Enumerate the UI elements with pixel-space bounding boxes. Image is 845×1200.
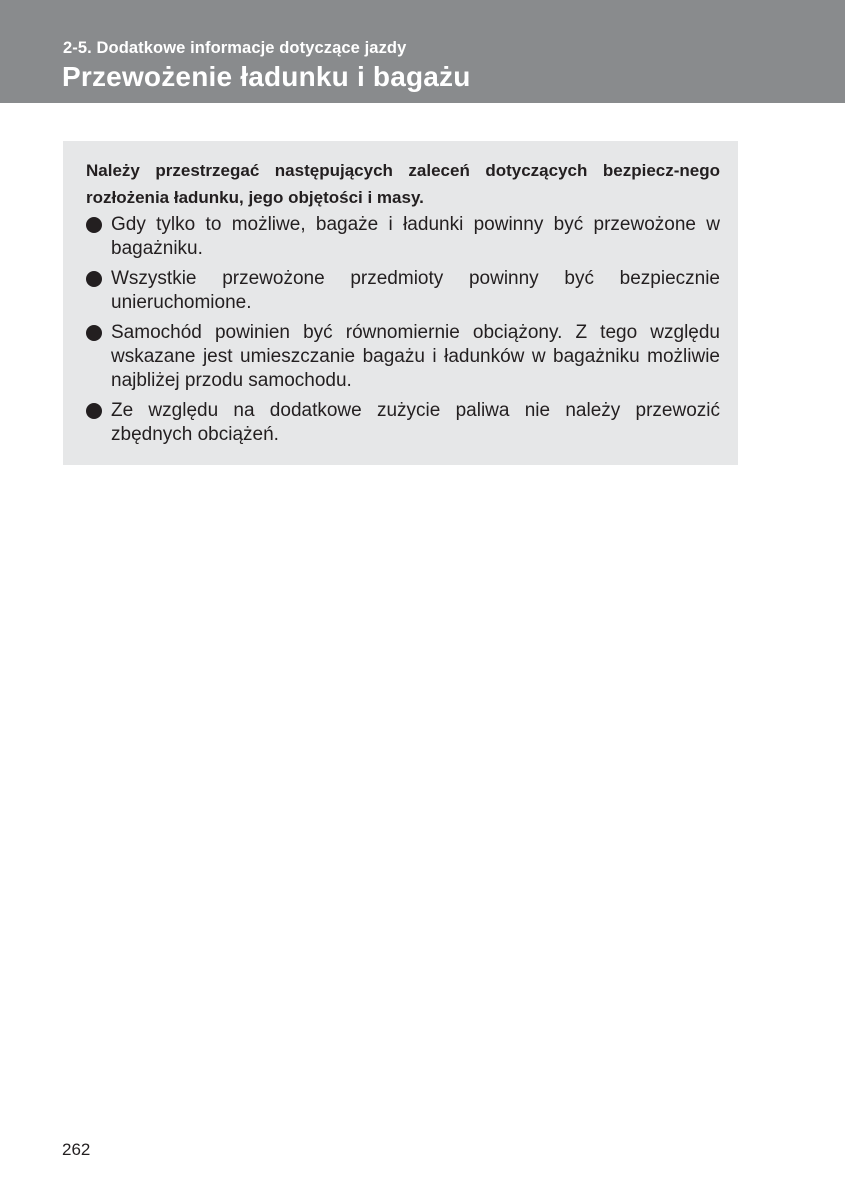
bullet-dot-icon bbox=[86, 403, 102, 419]
page-title: Przewożenie ładunku i bagażu bbox=[62, 61, 471, 92]
section-label: 2-5. Dodatkowe informacje dotyczące jazdy bbox=[63, 39, 407, 57]
bullet-dot-icon bbox=[86, 271, 102, 287]
intro-text: Należy przestrzegać następujących zaleceń dotyczących bezpiecz-nego rozłożenia ładunku, jego objętości i masy. bbox=[86, 161, 720, 207]
list-item-text: Samochód powinien być równomiernie obciążony. Z tego względu wskazane jest umieszczanie bagażu i ładunków w bagażniku możliwie najbliżej przodu samochodu. bbox=[111, 322, 720, 391]
list-item bbox=[86, 213, 720, 261]
list-item bbox=[86, 399, 720, 447]
page-number: 262 bbox=[62, 1140, 91, 1159]
list-item-text: Wszystkie przewożone przedmioty powinny być bezpiecznie unieruchomione. bbox=[111, 268, 720, 313]
list-item bbox=[86, 267, 720, 315]
bullet-list bbox=[86, 213, 720, 447]
list-item-text: Gdy tylko to możliwe, bagaże i ładunki powinny być przewożone w bagażniku. bbox=[111, 214, 720, 259]
list-item-text: Ze względu na dodatkowe zużycie paliwa nie należy przewozić zbędnych obciążeń. bbox=[111, 400, 720, 445]
bullet-dot-icon bbox=[86, 325, 102, 341]
bullet-dot-icon bbox=[86, 217, 102, 233]
list-item bbox=[86, 321, 720, 393]
info-box bbox=[63, 141, 738, 465]
